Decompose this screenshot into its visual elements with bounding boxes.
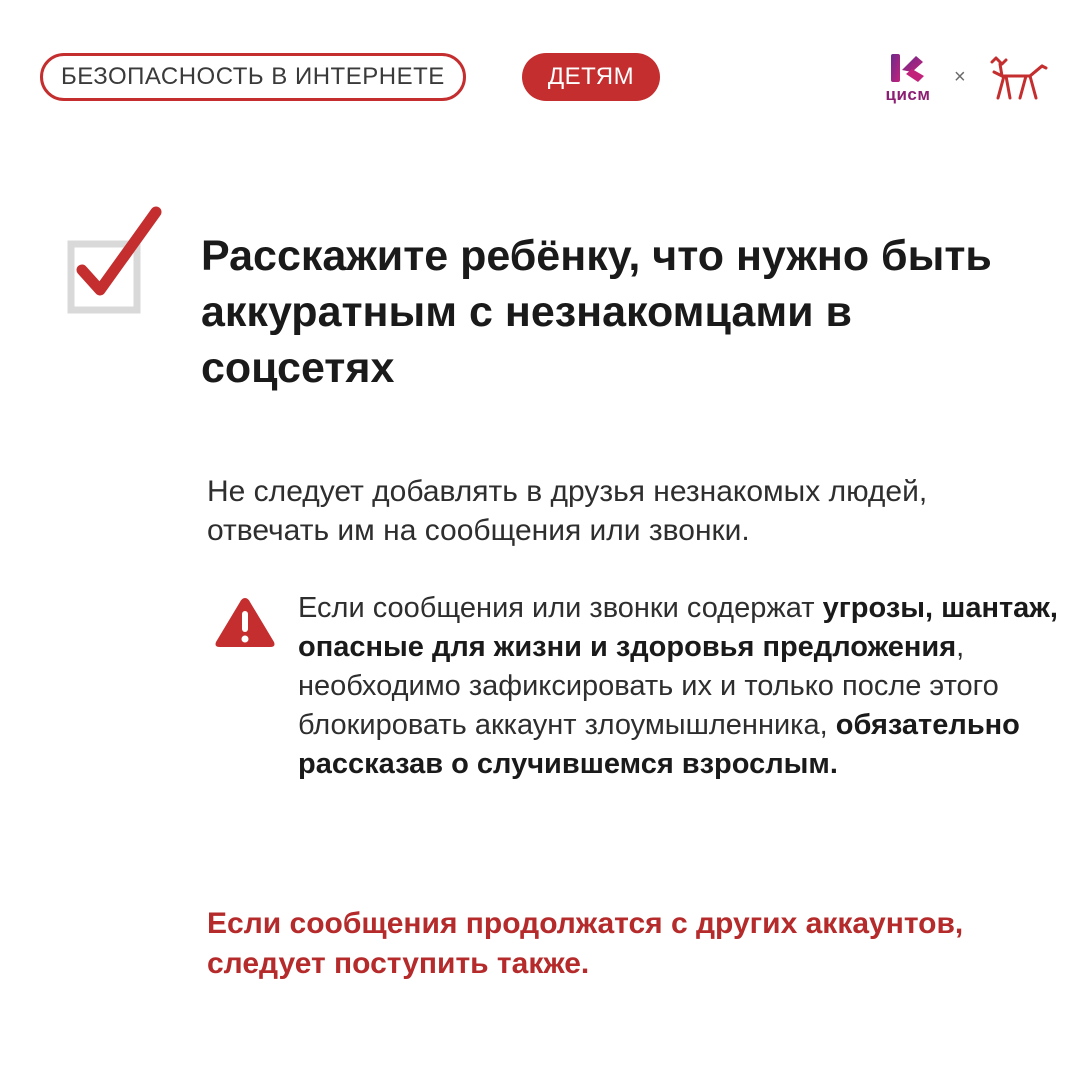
tag-children-label: ДЕТЯМ <box>547 63 635 90</box>
warning-triangle-icon <box>213 594 277 650</box>
cism-logo <box>876 52 940 108</box>
warning-text-part1: Если сообщения или звонки содержат <box>298 592 823 624</box>
warning-text-bold2: обязательно рассказав о случившемся взрослым. <box>298 709 1020 780</box>
check-box-icon <box>64 204 168 318</box>
cism-logo-mark-icon <box>888 52 928 84</box>
warning-text-part2: , необходимо зафиксировать их и только после этого блокировать аккаунт злоумышленника, <box>298 631 999 741</box>
page-title: Расскажите ребёнку, что нужно быть аккуратным с незнакомцами в соцсетях <box>201 232 992 392</box>
note-text: Если сообщения продолжатся с других аккаунтов, следует поступить также. <box>207 907 964 980</box>
tag-children[interactable] <box>522 53 660 101</box>
warning-text-bold1: угрозы, шантаж, опасные для жизни и здоровья предложения <box>298 592 1058 663</box>
tag-internet-safety-label: БЕЗОПАСНОСТЬ В ИНТЕРНЕТЕ <box>61 63 445 90</box>
intro-text: Не следует добавлять в друзья незнакомых людей, отвечать им на сообщения или звонки. <box>207 475 928 547</box>
tag-internet-safety[interactable] <box>40 53 466 101</box>
partner-separator: × <box>954 66 966 88</box>
cism-logo-text: цисм <box>885 85 931 104</box>
warning-text <box>298 589 1058 784</box>
horse-icon <box>986 52 1048 104</box>
